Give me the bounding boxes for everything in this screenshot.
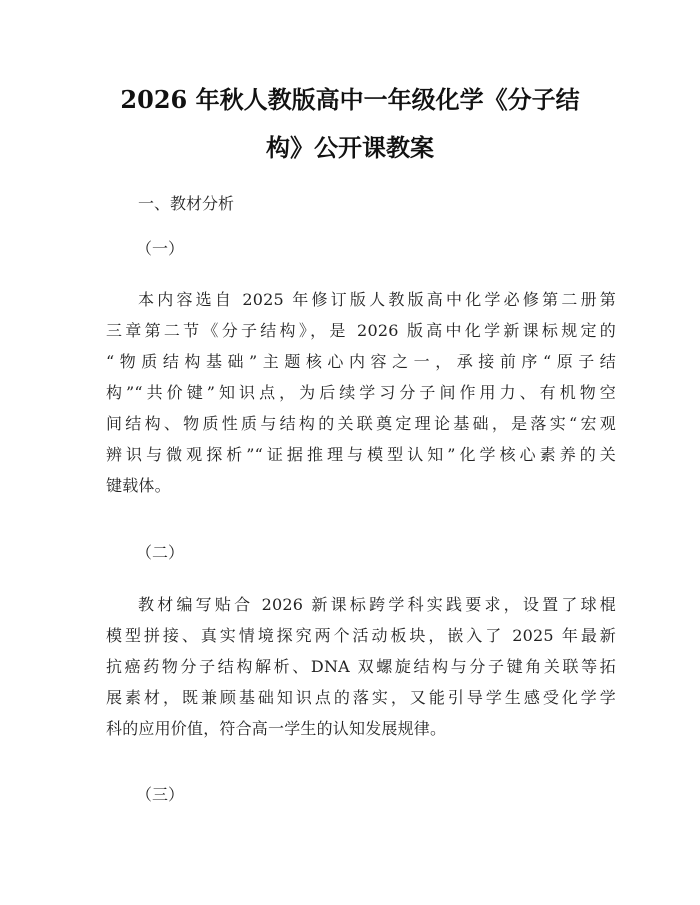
paragraph-line: 教材编写贴合 2026 新课标跨学科实践要求，设置了球棍 xyxy=(138,595,616,614)
document-title-line-2: 构》公开课教案 xyxy=(266,133,434,162)
paragraph-line: 科的应用价值，符合高一学生的认知发展规律。 xyxy=(106,719,447,738)
paragraph-line: 三章第二节《分子结构》，是 2026 版高中化学新课标规定的 xyxy=(106,321,616,340)
paragraph-line: 间结构、物质性质与结构的关联奠定理论基础，是落实“宏观 xyxy=(106,414,616,433)
paragraph-line: 展素材，既兼顾基础知识点的落实，又能引导学生感受化学学 xyxy=(106,688,616,707)
document-title-line-1: 2026 年秋人教版高中一年级化学《分子结 xyxy=(120,85,580,114)
subsection-label-3: （三） xyxy=(136,785,185,804)
paragraph-line: 构”“共价键”知识点，为后续学习分子间作用力、有机物空 xyxy=(106,383,616,402)
paragraph-line: 模型拼接、真实情境探究两个活动板块，嵌入了 2025 年最新 xyxy=(106,626,616,645)
paragraph-2 xyxy=(106,589,616,744)
section-heading: 一、教材分析 xyxy=(138,194,235,213)
paragraph-line: 抗癌药物分子结构解析、DNA 双螺旋结构与分子键角关联等拓 xyxy=(106,657,616,676)
paragraph-line: 辨识与微观探析”“证据推理与模型认知”化学核心素养的关 xyxy=(106,445,616,464)
subsection-label-2: （二） xyxy=(136,543,185,562)
paragraph-line: 键载体。 xyxy=(106,476,171,495)
subsection-label-1: （一） xyxy=(136,239,185,258)
paragraph-1 xyxy=(106,284,616,501)
paragraph-line: “物质结构基础”主题核心内容之一，承接前序“原子结 xyxy=(106,352,616,371)
paragraph-line: 本内容选自 2025 年修订版人教版高中化学必修第二册第 xyxy=(138,290,616,309)
